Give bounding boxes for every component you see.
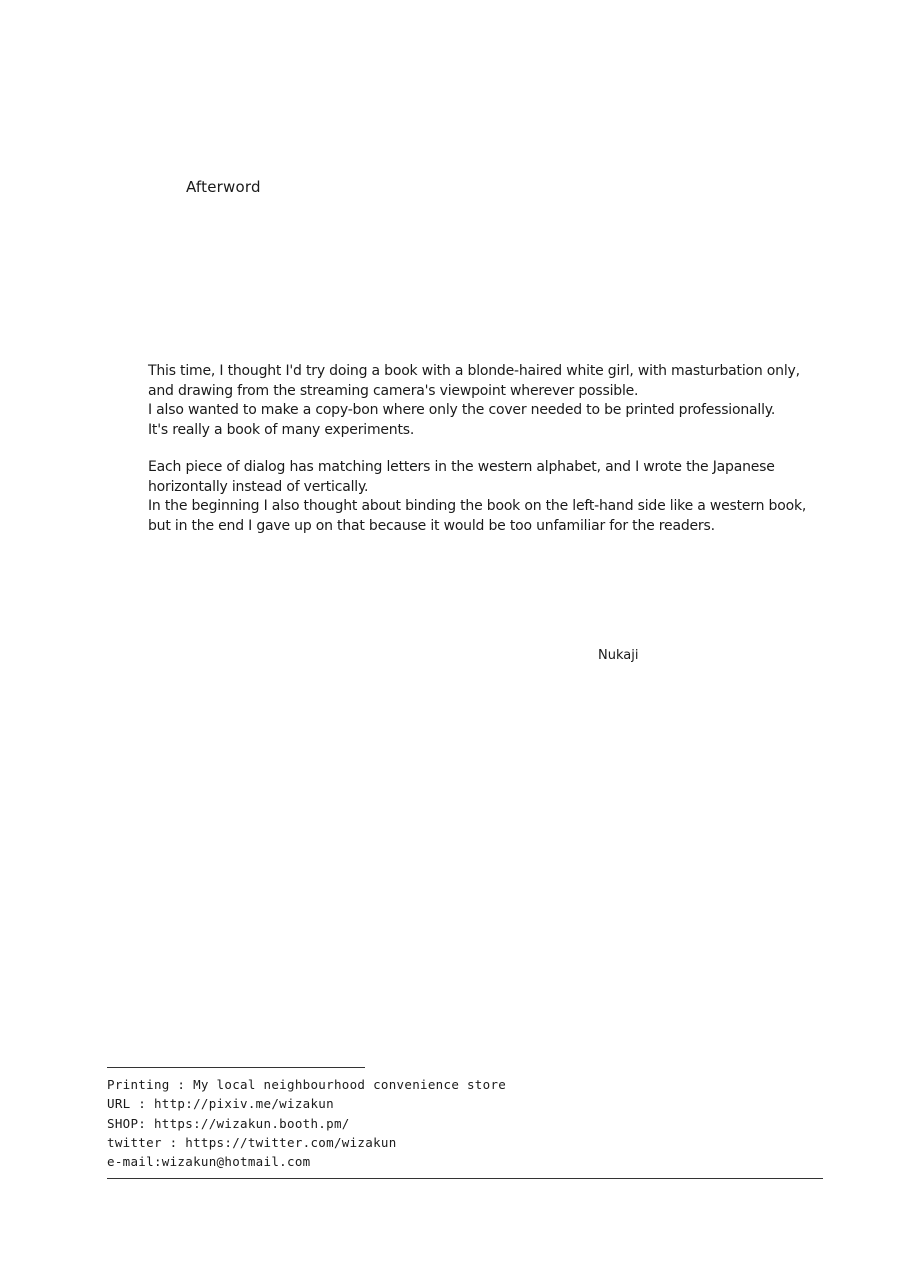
paragraph-line: I also wanted to make a copy-bon where only the cover needed to be printed professionally. bbox=[148, 402, 776, 418]
paragraph-line: It's really a book of many experiments. bbox=[148, 421, 415, 438]
paragraph-line: and drawing from the streaming camera's viewpoint wherever possible. bbox=[148, 382, 639, 399]
paragraph-line: In the beginning I also thought about binding the book on the left-hand side like a western book, bbox=[148, 498, 807, 514]
paragraph-line: Each piece of dialog has matching letters in the western alphabet, and I wrote the Japanese bbox=[148, 459, 775, 475]
page-title: Afterword bbox=[186, 178, 261, 196]
colophon bbox=[107, 1075, 506, 1171]
paragraph-dialog-notes bbox=[148, 458, 808, 536]
colophon-bottom-divider bbox=[107, 1178, 823, 1179]
colophon-url: URL : http://pixiv.me/wizakun bbox=[107, 1096, 334, 1112]
colophon-top-divider bbox=[107, 1067, 365, 1068]
author-signature: Nukaji bbox=[598, 648, 639, 663]
paragraph-line: horizontally instead of vertically. bbox=[148, 478, 369, 495]
paragraph-intro bbox=[148, 362, 808, 440]
colophon-email: e-mail:wizakun@hotmail.com bbox=[107, 1154, 311, 1170]
colophon-shop: SHOP: https://wizakun.booth.pm/ bbox=[107, 1115, 350, 1131]
colophon-printing: Printing : My local neighbourhood convenience store bbox=[107, 1077, 507, 1092]
paragraph-line: This time, I thought I'd try doing a book with a blonde-haired white girl, with masturbation only, bbox=[148, 363, 800, 379]
paragraph-line: but in the end I gave up on that because it would be too unfamiliar for the readers. bbox=[148, 517, 715, 534]
colophon-twitter: twitter : https://twitter.com/wizakun bbox=[107, 1134, 397, 1150]
